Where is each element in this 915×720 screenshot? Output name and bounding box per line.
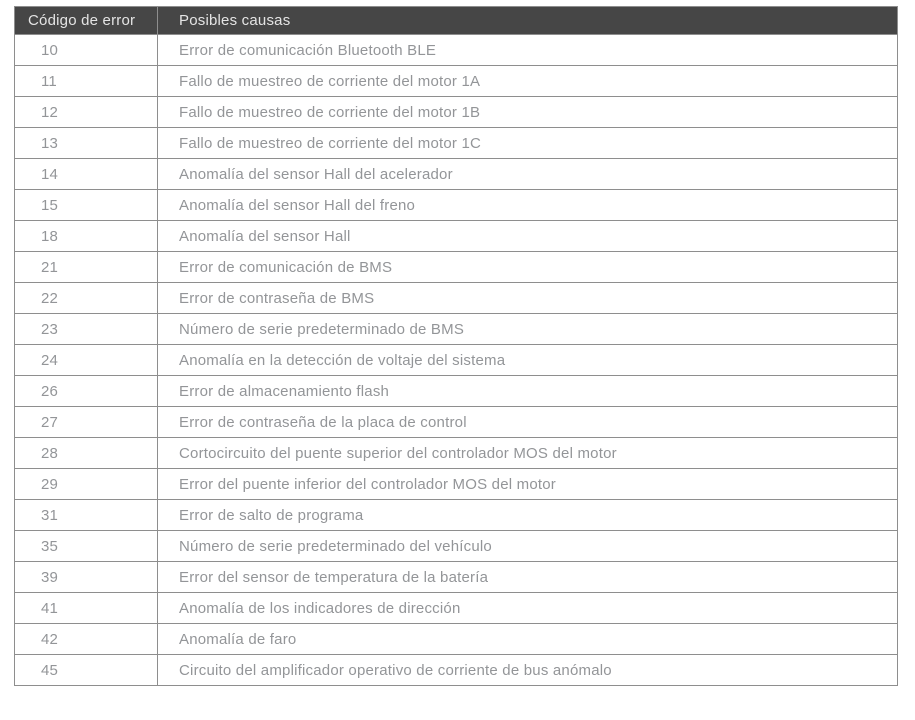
table-row bbox=[15, 66, 898, 97]
error-code-cell: 22 bbox=[15, 283, 158, 314]
cause-cell: Número de serie predeterminado de BMS bbox=[158, 314, 898, 345]
cause-cell: Fallo de muestreo de corriente del motor 1C bbox=[158, 128, 898, 159]
table-row bbox=[15, 655, 898, 686]
table-row bbox=[15, 97, 898, 128]
table-row bbox=[15, 190, 898, 221]
error-code-cell: 21 bbox=[15, 252, 158, 283]
error-code-cell: 41 bbox=[15, 593, 158, 624]
table-row bbox=[15, 252, 898, 283]
error-code-cell: 45 bbox=[15, 655, 158, 686]
table-row bbox=[15, 469, 898, 500]
error-code-table bbox=[14, 6, 898, 686]
error-code-cell: 13 bbox=[15, 128, 158, 159]
cause-cell: Anomalía de faro bbox=[158, 624, 898, 655]
error-code-cell: 24 bbox=[15, 345, 158, 376]
error-code-cell: 23 bbox=[15, 314, 158, 345]
cause-cell: Anomalía del sensor Hall del acelerador bbox=[158, 159, 898, 190]
table-row bbox=[15, 314, 898, 345]
error-code-cell: 27 bbox=[15, 407, 158, 438]
cause-cell: Circuito del amplificador operativo de corriente de bus anómalo bbox=[158, 655, 898, 686]
table-row bbox=[15, 376, 898, 407]
error-code-cell: 31 bbox=[15, 500, 158, 531]
cause-cell: Anomalía del sensor Hall del freno bbox=[158, 190, 898, 221]
cause-cell: Error de almacenamiento flash bbox=[158, 376, 898, 407]
table-row bbox=[15, 562, 898, 593]
table-row bbox=[15, 221, 898, 252]
table-row bbox=[15, 438, 898, 469]
error-code-cell: 35 bbox=[15, 531, 158, 562]
error-code-cell: 42 bbox=[15, 624, 158, 655]
cause-cell: Error de comunicación de BMS bbox=[158, 252, 898, 283]
cause-cell: Error de salto de programa bbox=[158, 500, 898, 531]
cause-cell: Error de contraseña de la placa de control bbox=[158, 407, 898, 438]
error-code-cell: 15 bbox=[15, 190, 158, 221]
error-code-cell: 11 bbox=[15, 66, 158, 97]
cause-cell: Error de comunicación Bluetooth BLE bbox=[158, 35, 898, 66]
table-row bbox=[15, 593, 898, 624]
cause-cell: Anomalía del sensor Hall bbox=[158, 221, 898, 252]
error-code-cell: 39 bbox=[15, 562, 158, 593]
table-row bbox=[15, 128, 898, 159]
error-code-cell: 28 bbox=[15, 438, 158, 469]
error-code-cell: 10 bbox=[15, 35, 158, 66]
table-row bbox=[15, 159, 898, 190]
table-row bbox=[15, 624, 898, 655]
table-row bbox=[15, 500, 898, 531]
cause-cell: Anomalía de los indicadores de dirección bbox=[158, 593, 898, 624]
cause-cell: Número de serie predeterminado del vehículo bbox=[158, 531, 898, 562]
error-code-column-header: Código de error bbox=[15, 7, 158, 35]
error-code-cell: 12 bbox=[15, 97, 158, 128]
header-row bbox=[15, 7, 898, 35]
error-code-cell: 14 bbox=[15, 159, 158, 190]
error-code-cell: 29 bbox=[15, 469, 158, 500]
error-code-cell: 18 bbox=[15, 221, 158, 252]
cause-cell: Anomalía en la detección de voltaje del sistema bbox=[158, 345, 898, 376]
table-row bbox=[15, 407, 898, 438]
error-table-body bbox=[15, 35, 898, 686]
table-row bbox=[15, 35, 898, 66]
table-row bbox=[15, 345, 898, 376]
table-row bbox=[15, 531, 898, 562]
cause-cell: Cortocircuito del puente superior del controlador MOS del motor bbox=[158, 438, 898, 469]
cause-cell: Fallo de muestreo de corriente del motor 1B bbox=[158, 97, 898, 128]
error-code-cell: 26 bbox=[15, 376, 158, 407]
possible-causes-column-header: Posibles causas bbox=[158, 7, 898, 35]
table-row bbox=[15, 283, 898, 314]
cause-cell: Error del puente inferior del controlador MOS del motor bbox=[158, 469, 898, 500]
cause-cell: Error de contraseña de BMS bbox=[158, 283, 898, 314]
cause-cell: Fallo de muestreo de corriente del motor 1A bbox=[158, 66, 898, 97]
error-code-table-container bbox=[14, 6, 898, 686]
error-table-header bbox=[15, 7, 898, 35]
cause-cell: Error del sensor de temperatura de la batería bbox=[158, 562, 898, 593]
